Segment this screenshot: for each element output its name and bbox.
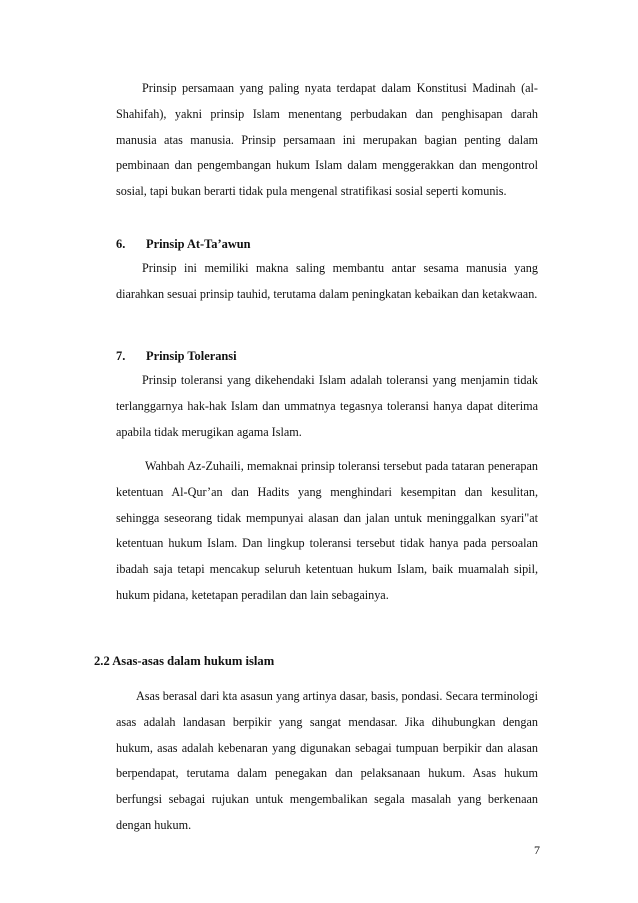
- paragraph-wahbah: Wahbah Az-Zuhaili, memaknai prinsip toleransi tersebut pada tataran penerapan ketentuan Al-Qur’an dan Hadits yang menghindari kesempitan dan kesulitan, sehingga seseorang tidak mempunyai alasan dan jalan untuk meninggalkan syari"at ketentuan hukum Islam. Dan lingkup toleransi tersebut tidak hanya pada persoalan ibadah saja tetapi mencakup seluruh ketentuan hukum Islam, baik muamalah sipil, hukum pidana, ketetapan peradilan dan lain sebagainya.: [116, 459, 538, 602]
- section-heading-asas: 2.2 Asas-asas dalam hukum islam: [94, 654, 275, 668]
- heading-toleransi: [116, 346, 237, 366]
- heading-title: Prinsip Toleransi: [146, 349, 237, 363]
- heading-number: 7.: [116, 349, 126, 363]
- heading-title: Prinsip At-Ta’awun: [146, 237, 251, 251]
- paragraph-at-taawun: Prinsip ini memiliki makna saling membantu antar sesama manusia yang diarahkan sesuai prinsip tauhid, terutama dalam peningkatan kebaikan dan ketakwaan.: [116, 261, 538, 301]
- paragraph-toleransi: Prinsip toleransi yang dikehendaki Islam adalah toleransi yang menjamin tidak terlanggarnya hak-hak Islam dan ummatnya tegasnya toleransi hanya dapat diterima apabila tidak merugikan agama Islam.: [116, 373, 538, 439]
- heading-number: 6.: [116, 237, 126, 251]
- heading-at-taawun: [116, 234, 251, 254]
- paragraph-prinsip-persamaan: Prinsip persamaan yang paling nyata terdapat dalam Konstitusi Madinah (al-Shahifah), yakni prinsip Islam menentang perbudakan dan penghisapan darah manusia atas manusia. Prinsip persamaan ini merupakan bagian penting dalam pembinaan dan pengembangan hukum Islam dalam menggerakkan dan mengontrol sosial, tapi bukan berarti tidak pula mengenal stratifikasi sosial seperti komunis.: [116, 81, 538, 199]
- paragraph-asas: Asas berasal dari kta asasun yang artinya dasar, basis, pondasi. Secara terminologi asas adalah landasan berpikir yang sangat mendasar. Jika dihubungkan dengan hukum, asas adalah kebenaran yang digunakan sebagai tumpuan berpikir dan alasan berpendapat, terutama dalam penegakan dan pelaksanaan hukum. Asas hukum berfungsi sebagai rujukan untuk mengembalikan segala masalah yang berkenaan dengan hukum.: [116, 689, 538, 832]
- page-number: 7: [534, 843, 540, 857]
